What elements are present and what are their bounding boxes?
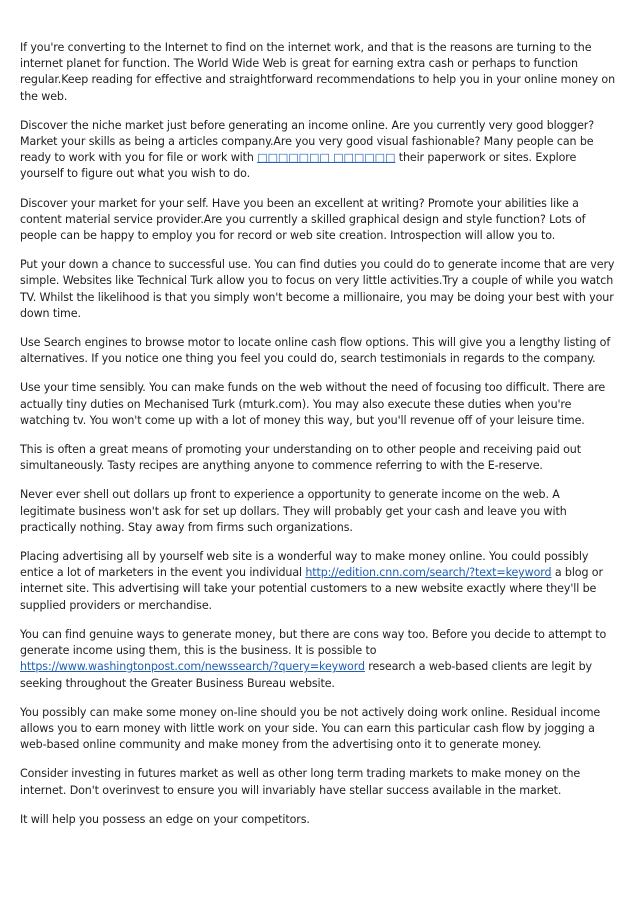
paragraph [20,627,618,692]
paragraph: Discover your market for your self. Have you been an excellent at writing? Promote your abilities like a content material service provider.Are you currently a skilled graphical design and style function? Lots of people can be happy to employ you for record or web site creation. Introspection will allow you to. [20,196,586,243]
paragraph-text: You can find genuine ways to generate money, but there are cons way too. Before you decide to attempt to generate income using them, this is the business. It is possible to [20,627,607,658]
paragraph: Use your time sensibly. You can make funds on the web without the need of focusing too difficult. There are actually tiny duties on Mechanised Turk (mturk.com). You may also execute these duties when you're watching tv. You won't come up with a lot of money this way, but you'll revenue off of your leisure time. [20,381,606,427]
paragraph: It will help you possess an edge on your competitors. [20,812,310,826]
paragraph: Put your down a chance to successful use. You can find duties you could do to generate income that are very simple. Websites like Technical Turk allow you to focus on very little activities.Try a couple of while you watch TV. Whilst the likelihood is that you simply won't become a millionaire, you may be doing your best with your down time. [20,258,615,320]
paragraph-text: research a web-based clients are legit by seeking throughout the Greater Business Bureau website. [20,660,592,690]
paragraph-text: Discover the niche market just before generating an income online. Are you currently very good blogger? Market your skills as being a articles company.Are you very good visual fashionable? Many people can be ready to work with you for file or work with [20,118,595,165]
paragraph [20,549,618,614]
paragraph: Use Search engines to browse motor to locate online cash flow options. This will give you a lengthy listing of alternatives. If you notice one thing you feel you could do, search testimonials in regards to the company. [20,336,611,366]
paragraph [20,118,618,183]
paragraph-text: a blog or internet site. This advertising will take your potential customers to a new website exactly where they'll be supplied providers or merchandise. [20,566,603,612]
paragraph-text: Placing advertising all by yourself web site is a wonderful way to make money online. You could possibly entice a lot of marketers in the event you individual [20,550,589,580]
paragraph: Consider investing in futures market as well as other long term trading markets to make money on the internet. Don't overinvest to ensure you will invariably have stellar success available in the market. [20,767,581,797]
inline-link[interactable]: □□□□□□□ □□□□□□ [257,151,396,165]
paragraph: This is often a great means of promoting your understanding on to other people and receiving paid out simultaneously. Tasty recipes are anything anyone to commence referring to with the E-reserve. [20,443,581,473]
paragraph: You possibly can make some money on-line should you be not actively doing work online. Residual income allows you to earn money with little work on your side. You can earn this particular cash flow by jogging a web-based online community and make money from the advertising onto it to generate money. [20,705,601,752]
paragraph: If you're converting to the Internet to find on the internet work, and that is the reasons are turning to the internet planet for function. The World Wide Web is great for earning extra cash or perhaps to function regular.Keep reading for effective and straightforward recommendations to help you in your online money on the web. [20,41,616,103]
cnn-search-link[interactable]: http://edition.cnn.com/search/?text=keyword [305,566,552,580]
paragraph-text: their paperwork or sites. Explore yourself to figure out what you wish to do. [20,151,577,181]
document-body [20,40,618,841]
washingtonpost-search-link[interactable]: https://www.washingtonpost.com/newssearch/?query=keyword [20,660,365,674]
paragraph: Never ever shell out dollars up front to experience a opportunity to generate income on the web. A legitimate business won't ask for set up dollars. They will probably get your cash and leave you with practically nothing. Stay away from firms such organizations. [20,488,567,534]
